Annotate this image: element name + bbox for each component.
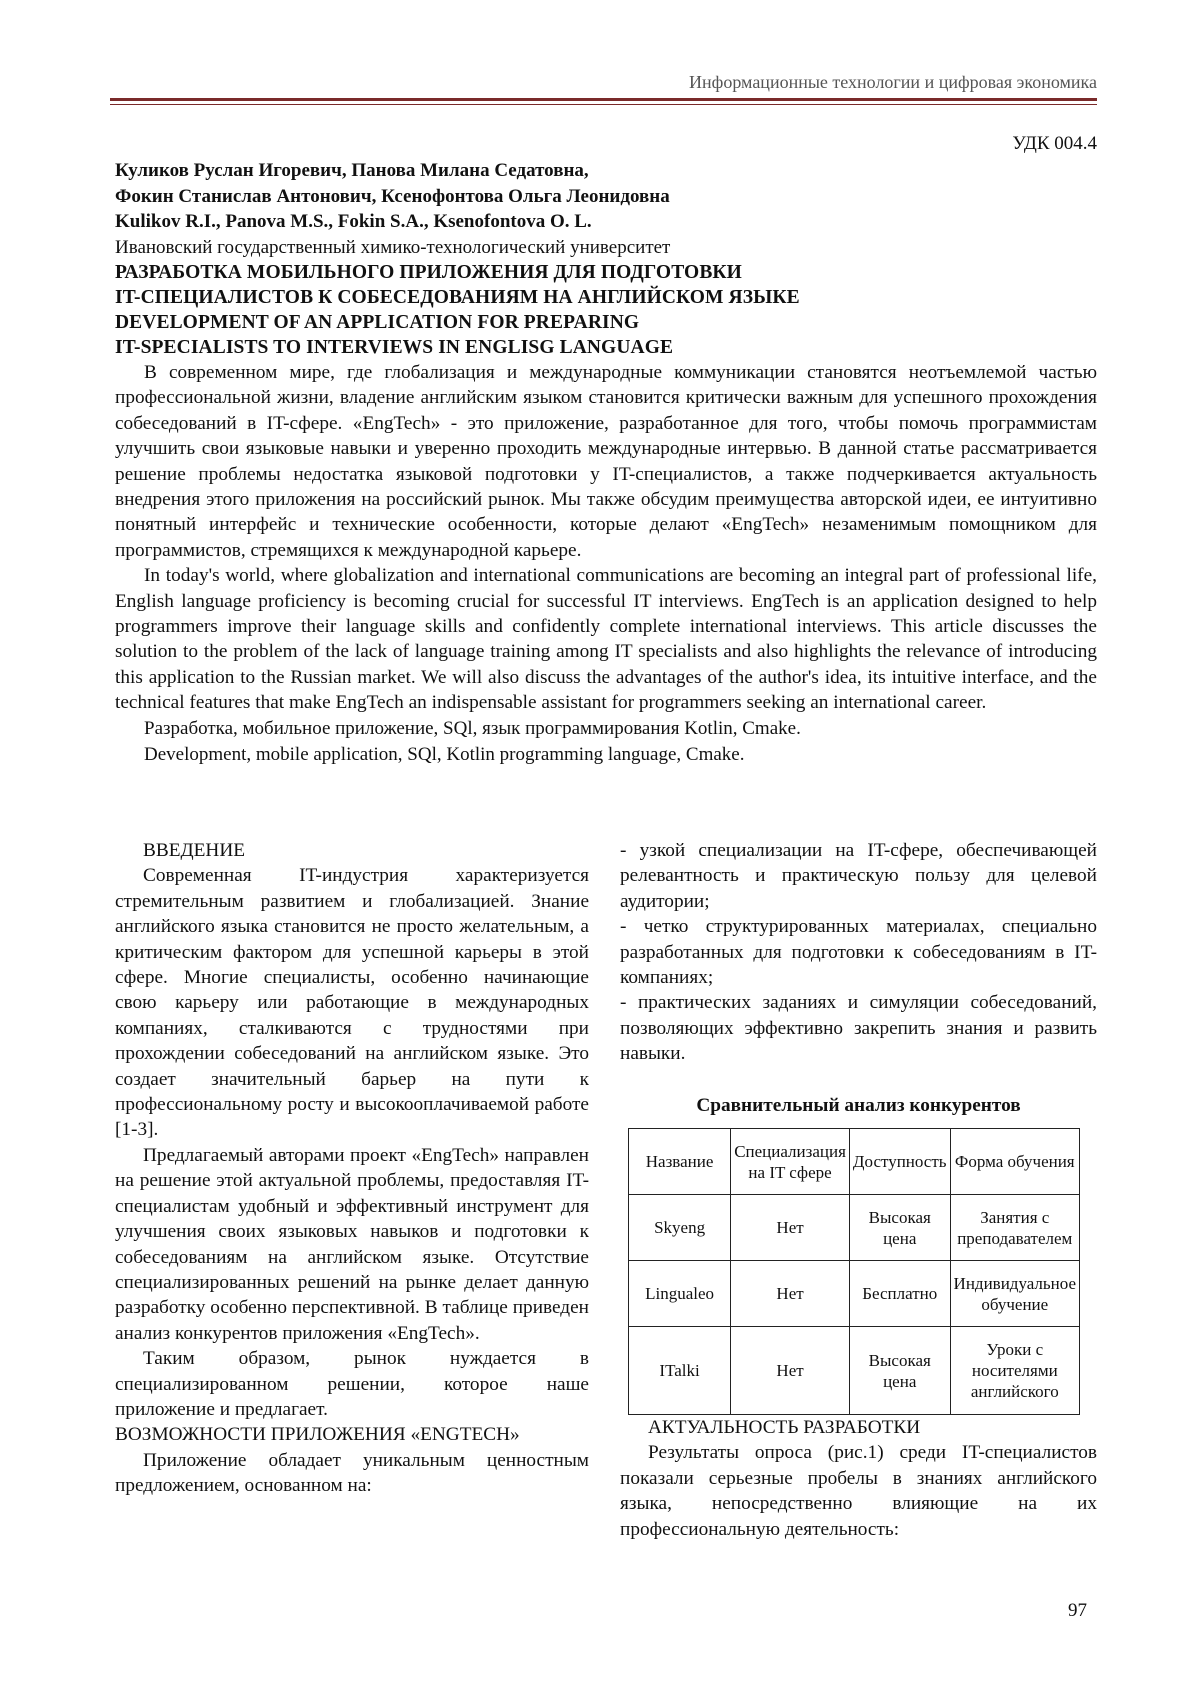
intro-paragraph-3: Таким образом, рынок нуждается в специализированном решении, которое наше приложение и предлагает. bbox=[115, 1348, 589, 1420]
running-header: Информационные технологии и цифровая экономика bbox=[689, 72, 1097, 92]
table-cell: ITalki bbox=[629, 1327, 731, 1415]
intro-paragraph-1: Современная IT-индустрия характеризуется стремительным развитием и глобализацией. Знание английского языка становится не просто желательным, а критическим фактором для успешной карьеры в этой сфере. Многие специалисты, особенно начинающие свою карьеру или работающие в международных компаниях, сталкиваются с трудностями при прохождении собеседований на английском языке. Это создает значительный барьер на пути к профессиональному росту и высокооплачиваемой работе [1-3]. bbox=[115, 865, 589, 1141]
table-cell: Высокая цена bbox=[849, 1327, 950, 1415]
bullet-item: - четко структурированных материалах, специально разработанных для подготовки к собеседованиям в IT-компаниях; bbox=[620, 916, 1097, 989]
relevance-paragraph-1: Результаты опроса (рис.1) среди IT-специалистов показали серьезные пробелы в знаниях английского языка, непосредственно влияющие на их профессиональную деятельность: bbox=[620, 1442, 1097, 1540]
udk-code: УДК 004.4 bbox=[1012, 133, 1097, 154]
title-en-line2: IT-SPECIALISTS TO INTERVIEWS IN ENGLISG LANGUAGE bbox=[115, 337, 674, 358]
table-row bbox=[629, 1195, 1080, 1261]
table-header-cell: Специализация на IT сфере bbox=[731, 1129, 850, 1195]
features-paragraph-1: Приложение обладает уникальным ценностным предложением, основанном на: bbox=[115, 1449, 589, 1497]
abstract-en: In today's world, where globalization and international communications are becoming an integral part of professional life, English language proficiency is becoming crucial for successful IT interviews. EngTech is an application designed to help programmers improve their language skills and confidently complete international interviews. This article discusses the solution to the problem of the lack of language training among IT specialists and also highlights the relevance of introducing this application to the Russian market. We will also discuss the advantages of the author's idea, its intuitive interface, and the technical features that make EngTech an indispensable assistant for programmers seeking an international career. bbox=[115, 565, 1097, 714]
table-cell: Занятия с преподавателем bbox=[950, 1195, 1079, 1261]
intro-heading: ВВЕДЕНИЕ bbox=[143, 840, 246, 861]
abstract bbox=[115, 360, 1097, 716]
affiliation: Ивановский государственный химико-технологический университет bbox=[115, 236, 671, 258]
right-column bbox=[620, 838, 1097, 1542]
header-rule-thick bbox=[110, 98, 1097, 101]
article-front-matter bbox=[115, 158, 1097, 768]
table-row bbox=[629, 1261, 1080, 1327]
table-cell: Skyeng bbox=[629, 1195, 731, 1261]
table-cell: Lingualeo bbox=[629, 1261, 731, 1327]
title-en-line1: DEVELOPMENT OF AN APPLICATION FOR PREPARING bbox=[115, 312, 640, 333]
table-cell: Бесплатно bbox=[849, 1261, 950, 1327]
bullet-item: - практических заданиях и симуляции собеседований, позволяющих эффективно закрепить знания и развить навыки. bbox=[620, 992, 1097, 1065]
table-cell: Нет bbox=[731, 1261, 850, 1327]
table-header-row bbox=[629, 1129, 1080, 1195]
bullet-item: - узкой специализации на IT-сфере, обеспечивающей релевантность и практическую пользу для целевой аудитории; bbox=[620, 840, 1097, 912]
table-cell: Нет bbox=[731, 1195, 850, 1261]
table-cell: Уроки с носителями английского bbox=[950, 1327, 1079, 1415]
title-ru-line2: IT-СПЕЦИАЛИСТОВ К СОБЕСЕДОВАНИЯМ НА АНГЛИЙСКОМ ЯЗЫКЕ bbox=[115, 287, 800, 308]
page-number: 97 bbox=[1068, 1600, 1087, 1621]
authors-en: Kulikov R.I., Panova M.S., Fokin S.A., Ksenofontova O. L. bbox=[115, 211, 592, 232]
abstract-ru: В современном мире, где глобализация и международные коммуникации становятся неотъемлемой частью профессиональной жизни, владение английским языком становится критически важным для успешного прохождения собеседований в IT-сфере. «EngTech» - это приложение, разработанное для того, чтобы помочь программистам улучшить свои языковые навыки и уверенно проходить международные интервью. В данной статье рассматривается решение проблемы недостатка языковой подготовки у IT-специалистов, а также подчеркивается актуальность внедрения этого приложения на российский рынок. Мы также обсудим преимущества авторской идеи, ее интуитивно понятный интерфейс и технические особенности, которые делают «EngTech» незаменимым помощником для программистов, стремящихся к международной карьере. bbox=[115, 362, 1097, 561]
competitor-table bbox=[628, 1128, 1080, 1415]
keywords-ru: Разработка, мобильное приложение, SQl, язык программирования Kotlin, Cmake. bbox=[144, 717, 801, 739]
table-row bbox=[629, 1327, 1080, 1415]
table-header-cell: Доступность bbox=[849, 1129, 950, 1195]
features-heading: ВОЗМОЖНОСТИ ПРИЛОЖЕНИЯ «ENGTECH» bbox=[115, 1424, 520, 1446]
title-ru-line1: РАЗРАБОТКА МОБИЛЬНОГО ПРИЛОЖЕНИЯ ДЛЯ ПОДГОТОВКИ bbox=[115, 262, 742, 283]
intro-paragraph-2: Предлагаемый авторами проект «EngTech» направлен на решение этой актуальной проблемы, предоставляя IT-специалистам удобный и эффективный инструмент для улучшения своих языковых навыков и подготовки к собеседованиям на английском языке. Отсутствие специализированных решений на рынке делает данную разработку особенно перспективной. В таблице приведен анализ конкурентов приложения «EngTech». bbox=[115, 1144, 589, 1344]
table-header-cell: Форма обучения bbox=[950, 1129, 1079, 1195]
authors-ru-line2: Фокин Станислав Антонович, Ксенофонтова Ольга Леонидовна bbox=[115, 185, 670, 207]
header-rule-thin bbox=[110, 104, 1097, 105]
table-cell: Высокая цена bbox=[849, 1195, 950, 1261]
left-column bbox=[115, 838, 589, 1499]
authors-ru-line1: Куликов Руслан Игоревич, Панова Милана Седатовна, bbox=[115, 160, 589, 181]
keywords-en: Development, mobile application, SQl, Kotlin programming language, Cmake. bbox=[144, 743, 745, 765]
table-cell: Индивидуальное обучение bbox=[950, 1261, 1079, 1327]
table-header-cell: Название bbox=[629, 1129, 731, 1195]
relevance-heading: АКТУАЛЬНОСТЬ РАЗРАБОТКИ bbox=[648, 1417, 921, 1439]
table-cell: Нет bbox=[731, 1327, 850, 1415]
table-caption: Сравнительный анализ конкурентов bbox=[696, 1094, 1021, 1116]
